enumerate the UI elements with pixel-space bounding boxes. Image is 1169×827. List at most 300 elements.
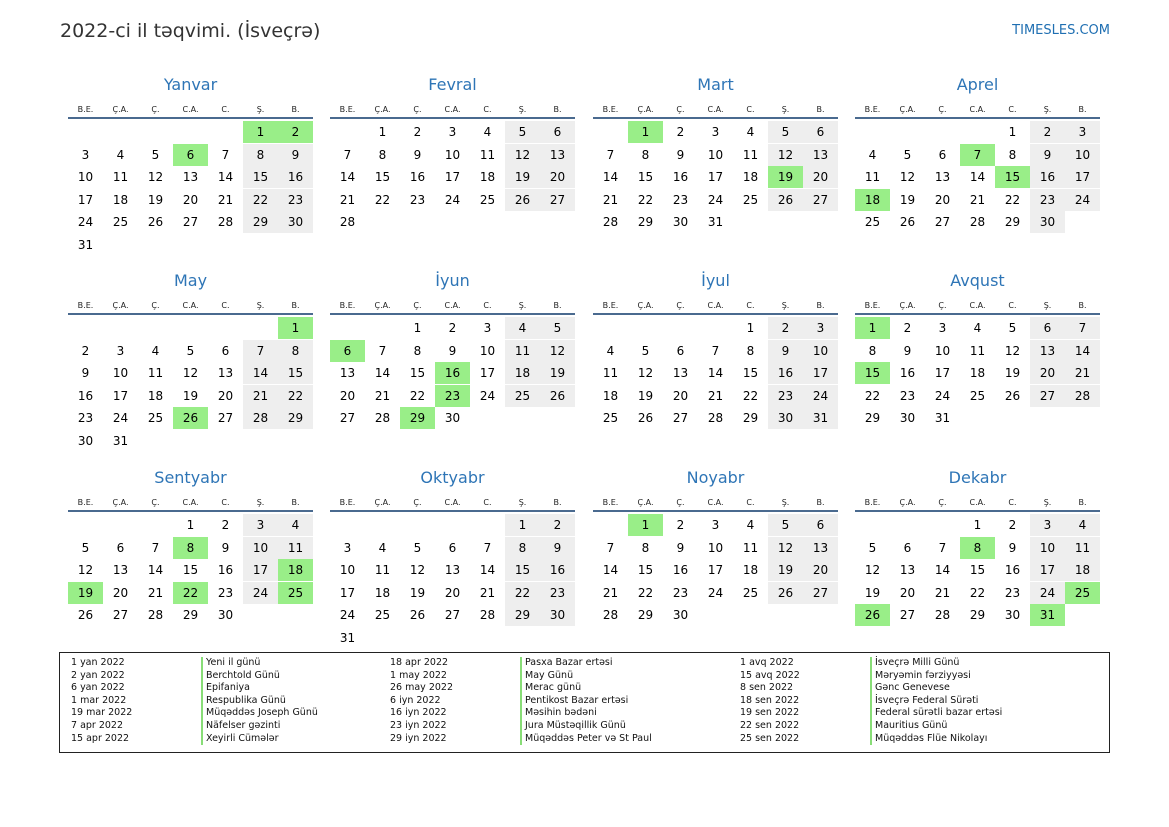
day-cell: 9 xyxy=(81,366,90,380)
day-cell: 7 xyxy=(483,540,492,555)
holiday-date: 7 apr 2022 xyxy=(71,719,124,731)
weekday-label: C. xyxy=(221,498,230,507)
holiday-name: Xeyirli Cümələr xyxy=(201,733,279,746)
day-cell: 16 xyxy=(1030,166,1065,188)
day-cell: 13 xyxy=(339,366,356,380)
day-cell: 30 xyxy=(1030,211,1065,233)
month-11 xyxy=(593,464,838,654)
holiday-date: 19 mar 2022 xyxy=(71,707,133,719)
day-cell: 16 xyxy=(768,362,803,384)
day-cell: 9 xyxy=(221,540,230,555)
day-cell: 16 xyxy=(899,366,916,380)
month-divider xyxy=(593,510,838,512)
day-cell: 30 xyxy=(278,211,313,233)
day-cell: 8 xyxy=(278,340,313,362)
day-cell: 6 xyxy=(116,540,125,555)
day-cell: 24 xyxy=(707,192,724,207)
holiday-name: İsveçrə Milli Günü xyxy=(870,657,959,670)
day-cell: 17 xyxy=(934,366,951,380)
day-cell: 1 xyxy=(973,518,982,532)
weekday-label: B.E. xyxy=(339,301,356,310)
weekday-label: Ç.A. xyxy=(899,498,916,507)
month-title: May xyxy=(173,271,208,290)
day-cell: 14 xyxy=(374,366,391,380)
day-cell: 28 xyxy=(479,608,496,622)
day-cell: 31 xyxy=(803,407,838,429)
holiday-day-cell: 15 xyxy=(995,166,1030,188)
weekday-label: B.E. xyxy=(864,498,881,507)
day-cell: 7 xyxy=(711,343,720,358)
day-cell: 1 xyxy=(413,321,422,335)
day-cell: 11 xyxy=(602,366,619,380)
weekday-label: C. xyxy=(746,498,755,507)
weekday-label: Ş. xyxy=(256,105,265,114)
day-cell: 14 xyxy=(602,563,619,577)
weekday-label: C. xyxy=(483,301,492,310)
day-cell: 10 xyxy=(77,170,94,184)
day-cell: 12 xyxy=(182,366,199,380)
day-cell: 22 xyxy=(243,189,278,211)
day-cell: 20 xyxy=(112,585,129,600)
day-cell: 30 xyxy=(1004,608,1021,622)
day-cell: 23 xyxy=(409,192,426,207)
day-cell: 12 xyxy=(768,144,803,166)
day-cell: 28 xyxy=(707,411,724,425)
weekday-label: C. xyxy=(483,105,492,114)
weekday-label: C.A. xyxy=(182,105,199,114)
day-cell: 20 xyxy=(803,559,838,581)
site-link[interactable]: TIMESLES.COM xyxy=(1012,23,1110,38)
month-title: İyun xyxy=(435,271,470,290)
day-cell: 4 xyxy=(973,321,982,335)
weekday-label: Ç.A. xyxy=(112,498,129,507)
day-cell: 24 xyxy=(1065,189,1100,211)
day-cell: 24 xyxy=(1030,582,1065,604)
holiday-row xyxy=(69,733,318,746)
holiday-day-cell: 8 xyxy=(173,537,208,559)
weekday-label: B. xyxy=(553,301,562,310)
day-cell: 12 xyxy=(77,563,94,577)
day-cell: 28 xyxy=(147,608,164,622)
holiday-day-cell: 22 xyxy=(173,582,208,604)
day-cell: 18 xyxy=(112,192,129,207)
day-cell: 19 xyxy=(147,192,164,207)
holiday-list xyxy=(59,652,1110,753)
day-cell: 13 xyxy=(934,170,951,184)
day-cell: 23 xyxy=(899,388,916,403)
holiday-name: Gənc Genevese xyxy=(870,682,950,695)
holiday-date: 1 yan 2022 xyxy=(71,657,125,668)
day-cell: 10 xyxy=(934,343,951,358)
weekday-label: C.A. xyxy=(707,301,724,310)
day-cell: 10 xyxy=(339,563,356,577)
weekday-label: B.E. xyxy=(77,105,94,114)
day-cell: 20 xyxy=(339,388,356,403)
day-cell: 6 xyxy=(221,343,230,358)
holiday-name: Respublika Günü xyxy=(201,695,286,708)
day-cell: 4 xyxy=(116,147,125,162)
holiday-date: 18 apr 2022 xyxy=(390,657,449,668)
day-cell: 2 xyxy=(413,125,422,139)
day-cell: 16 xyxy=(540,559,575,581)
holiday-name: Yeni il günü xyxy=(201,657,260,670)
day-cell: 21 xyxy=(934,585,951,600)
weekday-label: Ş. xyxy=(518,105,527,114)
day-cell: 8 xyxy=(746,343,755,358)
day-cell: 25 xyxy=(147,411,164,425)
day-cell: 17 xyxy=(1030,559,1065,581)
holiday-row xyxy=(69,657,318,670)
day-cell: 3 xyxy=(711,125,720,139)
weekday-label: Ç. xyxy=(151,498,160,507)
weekday-label: B.E. xyxy=(339,498,356,507)
day-cell: 2 xyxy=(81,343,90,358)
day-cell: 2 xyxy=(1008,518,1017,532)
weekday-label: Ç.A. xyxy=(899,105,916,114)
day-cell: 16 xyxy=(1004,563,1021,577)
day-cell: 12 xyxy=(505,144,540,166)
day-cell: 10 xyxy=(479,343,496,358)
day-cell: 14 xyxy=(934,563,951,577)
day-cell: 20 xyxy=(540,166,575,188)
holiday-day-cell: 31 xyxy=(1030,604,1065,626)
day-cell: 22 xyxy=(969,585,986,600)
holiday-day-cell: 26 xyxy=(855,604,890,626)
day-cell: 21 xyxy=(217,192,234,207)
day-cell: 15 xyxy=(243,166,278,188)
day-cell: 23 xyxy=(278,189,313,211)
weekday-label: C.A. xyxy=(969,498,986,507)
day-cell: 30 xyxy=(444,411,461,425)
holiday-name: Jura Müstəqillik Günü xyxy=(520,720,626,733)
day-cell: 18 xyxy=(147,388,164,403)
day-cell: 6 xyxy=(903,540,912,555)
day-cell: 24 xyxy=(339,608,356,622)
day-cell: 2 xyxy=(1030,121,1065,143)
day-cell: 29 xyxy=(182,608,199,622)
day-cell: 30 xyxy=(77,433,94,448)
day-cell: 29 xyxy=(505,604,540,626)
day-cell: 1 xyxy=(746,321,755,335)
day-cell: 22 xyxy=(374,192,391,207)
holiday-name: Müqəddəs Flüe Nikolayı xyxy=(870,733,987,746)
holiday-name: İsveçrə Federal Sürəti xyxy=(870,695,978,708)
weekday-label: C. xyxy=(221,105,230,114)
day-cell: 12 xyxy=(1004,343,1021,358)
weekday-label: Ş. xyxy=(1043,498,1052,507)
holiday-row xyxy=(738,657,1002,670)
month-9 xyxy=(68,464,313,654)
month-divider xyxy=(68,313,313,315)
weekday-label: Ç.A. xyxy=(374,105,391,114)
day-cell: 5 xyxy=(186,343,195,358)
weekday-label: C. xyxy=(1008,498,1017,507)
day-cell: 6 xyxy=(938,147,947,162)
day-cell: 5 xyxy=(768,121,803,143)
month-divider xyxy=(68,117,313,119)
day-cell: 29 xyxy=(969,608,986,622)
day-cell: 9 xyxy=(278,144,313,166)
day-cell: 3 xyxy=(448,125,457,139)
weekday-label: Ç.A. xyxy=(112,105,129,114)
holiday-date: 19 sen 2022 xyxy=(740,707,800,719)
day-cell: 9 xyxy=(676,540,685,555)
weekday-label: C.A. xyxy=(707,105,724,114)
day-cell: 29 xyxy=(864,411,881,425)
day-cell: 3 xyxy=(483,321,492,335)
day-cell: 21 xyxy=(147,585,164,600)
holiday-date: 16 iyn 2022 xyxy=(390,707,447,719)
day-cell: 25 xyxy=(864,215,881,229)
weekday-label: B.E. xyxy=(339,105,356,114)
day-cell: 25 xyxy=(602,411,619,425)
day-cell: 20 xyxy=(934,192,951,207)
day-cell: 4 xyxy=(1065,514,1100,536)
day-cell: 27 xyxy=(934,215,951,229)
weekday-label: Ç.A. xyxy=(637,301,654,310)
weekday-label: C.A. xyxy=(182,301,199,310)
day-cell: 25 xyxy=(112,215,129,229)
holiday-row xyxy=(69,670,318,683)
day-cell: 31 xyxy=(112,433,129,448)
day-cell: 11 xyxy=(505,340,540,362)
day-cell: 15 xyxy=(742,366,759,380)
weekday-label: Ş. xyxy=(781,498,790,507)
day-cell: 7 xyxy=(151,540,160,555)
holiday-day-cell: 18 xyxy=(278,559,313,581)
day-cell: 21 xyxy=(969,192,986,207)
day-cell: 2 xyxy=(448,321,457,335)
day-cell: 22 xyxy=(505,582,540,604)
day-cell: 22 xyxy=(742,388,759,403)
day-cell: 24 xyxy=(112,411,129,425)
day-cell: 14 xyxy=(602,170,619,184)
weekday-label: B. xyxy=(553,498,562,507)
day-cell: 11 xyxy=(969,343,986,358)
weekday-label: Ç. xyxy=(676,301,685,310)
day-cell: 21 xyxy=(374,388,391,403)
holiday-day-cell: 6 xyxy=(173,144,208,166)
day-cell: 23 xyxy=(672,585,689,600)
day-cell: 8 xyxy=(243,144,278,166)
holiday-date: 25 sen 2022 xyxy=(740,732,800,744)
day-cell: 6 xyxy=(1030,317,1065,339)
month-6 xyxy=(330,267,575,457)
day-cell: 19 xyxy=(864,585,881,600)
holiday-day-cell: 6 xyxy=(330,340,365,362)
day-cell: 26 xyxy=(899,215,916,229)
day-cell: 7 xyxy=(378,343,387,358)
day-cell: 14 xyxy=(147,563,164,577)
day-cell: 9 xyxy=(676,147,685,162)
holiday-row xyxy=(69,682,318,695)
weekday-label: Ç.A. xyxy=(112,301,129,310)
day-cell: 2 xyxy=(768,317,803,339)
holiday-day-cell: 8 xyxy=(960,537,995,559)
weekday-label: B.E. xyxy=(602,498,619,507)
day-cell: 25 xyxy=(479,192,496,207)
day-cell: 31 xyxy=(934,411,951,425)
holiday-name: Məryəmin fərziyyəsi xyxy=(870,670,971,683)
holiday-date: 1 may 2022 xyxy=(390,669,447,681)
month-title: Dekabr xyxy=(948,468,1007,487)
holiday-date: 29 iyn 2022 xyxy=(390,732,447,744)
holiday-column xyxy=(69,657,318,745)
day-cell: 9 xyxy=(540,537,575,559)
month-title: İyul xyxy=(701,271,730,290)
holiday-row xyxy=(388,733,652,746)
holiday-row xyxy=(738,720,1002,733)
day-cell: 19 xyxy=(409,585,426,600)
day-cell: 4 xyxy=(606,343,615,358)
day-cell: 17 xyxy=(243,559,278,581)
day-cell: 25 xyxy=(742,192,759,207)
day-cell: 20 xyxy=(217,388,234,403)
weekday-label: B.E. xyxy=(77,301,94,310)
holiday-row xyxy=(388,695,652,708)
weekday-label: B. xyxy=(1078,498,1087,507)
day-cell: 1 xyxy=(1008,125,1017,139)
day-cell: 10 xyxy=(707,540,724,555)
holiday-day-cell: 1 xyxy=(628,514,663,536)
holiday-name: Federal sürətli bazar ertəsi xyxy=(870,707,1002,720)
month-4 xyxy=(855,71,1100,261)
day-cell: 14 xyxy=(1065,340,1100,362)
day-cell: 27 xyxy=(803,582,838,604)
day-cell: 24 xyxy=(803,385,838,407)
day-cell: 15 xyxy=(278,362,313,384)
day-cell: 12 xyxy=(768,537,803,559)
day-cell: 27 xyxy=(112,608,129,622)
day-cell: 11 xyxy=(742,147,759,162)
day-cell: 5 xyxy=(868,540,877,555)
day-cell: 7 xyxy=(243,340,278,362)
day-cell: 4 xyxy=(278,514,313,536)
day-cell: 13 xyxy=(803,537,838,559)
holiday-day-cell: 29 xyxy=(400,407,435,429)
day-cell: 14 xyxy=(969,170,986,184)
day-cell: 4 xyxy=(483,125,492,139)
day-cell: 2 xyxy=(676,125,685,139)
holiday-row xyxy=(738,695,1002,708)
day-cell: 5 xyxy=(641,343,650,358)
month-title: Avqust xyxy=(950,271,1005,290)
day-cell: 17 xyxy=(444,170,461,184)
day-cell: 7 xyxy=(606,147,615,162)
weekday-label: Ş. xyxy=(1043,105,1052,114)
day-cell: 3 xyxy=(938,321,947,335)
day-cell: 5 xyxy=(768,514,803,536)
day-cell: 3 xyxy=(711,518,720,532)
month-3 xyxy=(593,71,838,261)
day-cell: 3 xyxy=(243,514,278,536)
weekday-label: C.A. xyxy=(444,498,461,507)
month-divider xyxy=(330,313,575,315)
day-cell: 21 xyxy=(339,192,356,207)
day-cell: 30 xyxy=(899,411,916,425)
holiday-name: May Günü xyxy=(520,670,573,683)
holiday-row xyxy=(738,707,1002,720)
holiday-day-cell: 25 xyxy=(1065,582,1100,604)
day-cell: 13 xyxy=(672,366,689,380)
day-cell: 22 xyxy=(637,192,654,207)
weekday-label: Ç. xyxy=(151,105,160,114)
day-cell: 15 xyxy=(969,563,986,577)
day-cell: 6 xyxy=(540,121,575,143)
holiday-date: 15 apr 2022 xyxy=(71,732,130,744)
day-cell: 12 xyxy=(899,170,916,184)
month-10 xyxy=(330,464,575,654)
weekday-label: Ç.A. xyxy=(374,498,391,507)
day-cell: 18 xyxy=(742,563,759,577)
day-cell: 26 xyxy=(1004,388,1021,403)
day-cell: 12 xyxy=(147,170,164,184)
day-cell: 16 xyxy=(77,388,94,403)
day-cell: 12 xyxy=(540,340,575,362)
holiday-date: 1 mar 2022 xyxy=(71,694,127,706)
day-cell: 4 xyxy=(378,540,387,555)
day-cell: 8 xyxy=(413,343,422,358)
day-cell: 19 xyxy=(1004,366,1021,380)
holiday-date: 23 iyn 2022 xyxy=(390,719,447,731)
day-cell: 28 xyxy=(243,407,278,429)
day-cell: 14 xyxy=(243,362,278,384)
holiday-day-cell: 18 xyxy=(855,189,890,211)
holiday-day-cell: 15 xyxy=(855,362,890,384)
month-title: Yanvar xyxy=(163,75,218,94)
day-cell: 20 xyxy=(899,585,916,600)
day-cell: 31 xyxy=(77,237,94,252)
weekday-label: B. xyxy=(816,498,825,507)
day-cell: 19 xyxy=(637,388,654,403)
day-cell: 22 xyxy=(864,388,881,403)
day-cell: 3 xyxy=(1065,121,1100,143)
weekday-label: C.A. xyxy=(182,498,199,507)
day-cell: 3 xyxy=(1030,514,1065,536)
day-cell: 9 xyxy=(903,343,912,358)
day-cell: 19 xyxy=(505,166,540,188)
day-cell: 30 xyxy=(672,215,689,229)
day-cell: 28 xyxy=(602,608,619,622)
day-cell: 23 xyxy=(77,411,94,425)
day-cell: 16 xyxy=(672,170,689,184)
holiday-date: 2 yan 2022 xyxy=(71,669,125,681)
weekday-label: Ç. xyxy=(413,498,422,507)
weekday-label: B.E. xyxy=(864,301,881,310)
weekday-label: Ç. xyxy=(413,105,422,114)
day-cell: 13 xyxy=(112,563,129,577)
holiday-day-cell: 26 xyxy=(173,407,208,429)
day-cell: 26 xyxy=(505,189,540,211)
holiday-name: Məsihin bədəni xyxy=(520,707,597,720)
day-cell: 19 xyxy=(182,388,199,403)
day-cell: 30 xyxy=(672,608,689,622)
holiday-name: Müqəddəs Peter və St Paul xyxy=(520,733,652,746)
day-cell: 7 xyxy=(938,540,947,555)
day-cell: 2 xyxy=(540,514,575,536)
day-cell: 20 xyxy=(444,585,461,600)
weekday-label: Ç.A. xyxy=(899,301,916,310)
page-title: 2022-ci il təqvimi. (İsveçrə) xyxy=(60,20,321,42)
holiday-column xyxy=(388,657,652,745)
holiday-day-cell: 7 xyxy=(960,144,995,166)
day-cell: 10 xyxy=(444,147,461,162)
day-cell: 26 xyxy=(540,385,575,407)
day-cell: 23 xyxy=(217,585,234,600)
day-cell: 21 xyxy=(479,585,496,600)
day-cell: 11 xyxy=(374,563,391,577)
day-cell: 4 xyxy=(505,317,540,339)
